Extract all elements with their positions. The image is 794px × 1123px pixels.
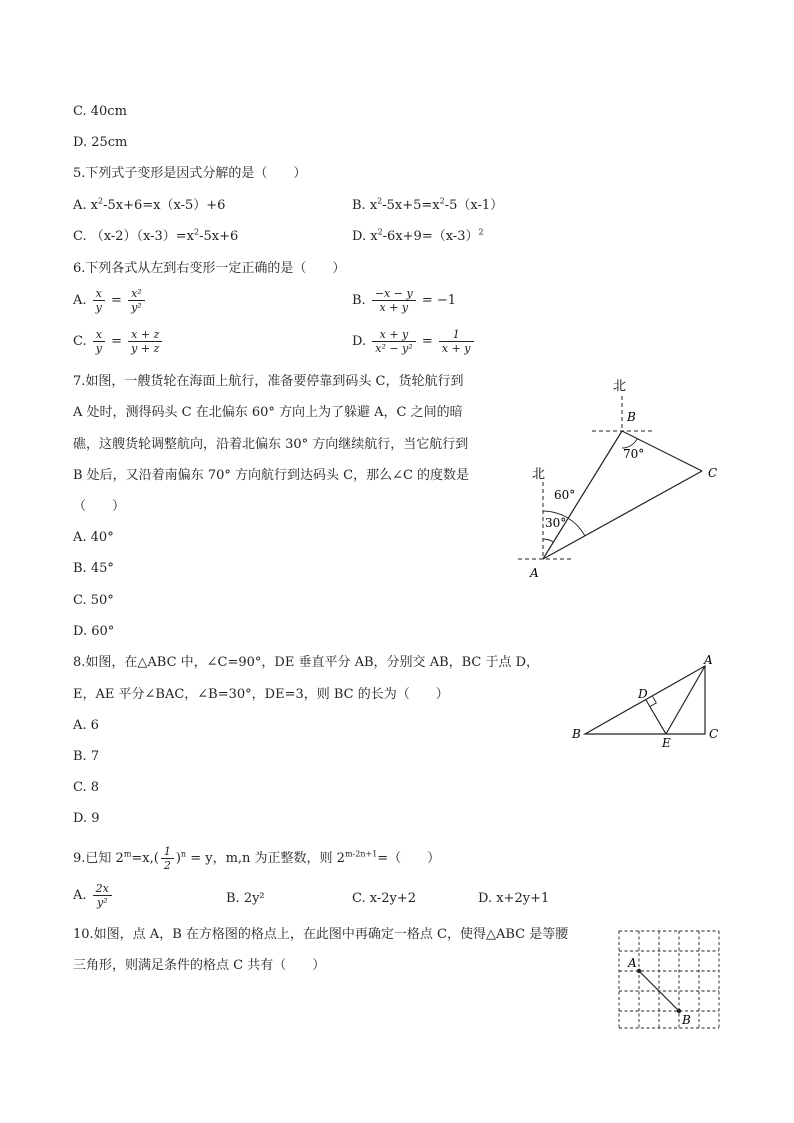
q6-option-c: C. $\frac{x}{y}$ = $\frac{x + z}{y + z}$ xyxy=(73,328,164,355)
q8-point-c-label: C xyxy=(709,727,719,741)
q5-option-a: A. $x^2-5x+6=x(x-5)+6$ xyxy=(73,196,226,213)
fraction: $\frac{x + y}{\text{x² − y²}}$ xyxy=(372,328,415,355)
q8-segment-ae xyxy=(666,666,705,734)
q6-option-a: A. $\frac{x}{y}$ = $\frac{\text{x²}}{\text{y²}}$ xyxy=(73,287,147,314)
q7-angle-70-label: 70° xyxy=(623,447,645,461)
q9-option-d: D. x+2y+1 xyxy=(478,891,550,906)
q8-point-a-label: A xyxy=(704,653,713,667)
fraction: $\frac{x}{y}$ xyxy=(93,328,105,355)
q8-figure xyxy=(568,648,728,753)
q5-stem: 5.下列式子变形是因式分解的是（ ） xyxy=(73,166,307,181)
q7-figure xyxy=(510,370,740,585)
q10-point-a xyxy=(637,969,641,973)
q7-option-d: D. 60° xyxy=(73,624,115,639)
fraction: $\frac{1}{x + y}$ xyxy=(439,328,474,355)
q8-segment-de xyxy=(646,700,666,734)
q7-angle-60-label: 60° xyxy=(554,488,576,502)
q7-option-a: A. 40° xyxy=(73,530,114,545)
q4-option-c: C. 40cm xyxy=(73,104,127,119)
q7-stem-line: B 处后，又沿着南偏东 70° 方向航行到达码头 C，那么∠C 的度数是 xyxy=(73,468,470,483)
q7-stem-line: 7.如图，一艘货轮在海面上航行，准备要停靠到码头 C，货轮航行到 xyxy=(73,374,464,389)
q8-right-angle-mark xyxy=(650,696,657,706)
q10-grid xyxy=(619,931,719,1028)
q10-grid-figure xyxy=(614,926,724,1032)
q8-option-d: D. 9 xyxy=(73,811,100,826)
q8-option-c: C. 8 xyxy=(73,780,100,795)
q8-point-b-label: B xyxy=(572,727,581,741)
q7-north-label-left: 北 xyxy=(532,467,546,482)
q10-point-b-label: B xyxy=(682,1013,691,1027)
q7-segment-ac xyxy=(543,471,702,559)
q6-option-b: B. $\frac{-x - y}{x + y}$ = −1 xyxy=(352,287,457,314)
q9-option-a: A. $\frac{2x}{\text{y²}}$ xyxy=(73,882,114,909)
q8-point-d-label: D xyxy=(638,687,648,701)
q10-point-a-label: A xyxy=(628,956,637,970)
q7-angle-30-label: 30° xyxy=(545,516,567,530)
q5-option-b: B. $x^2-5x+5=x^2-5(x-1)$ xyxy=(352,196,504,213)
fraction: $\frac{\text{x²}}{\text{y²}}$ xyxy=(128,287,145,314)
q5-option-d: D. $x^2-6x+9=(x-3)^2$ xyxy=(352,227,484,244)
q4-option-d: D. 25cm xyxy=(73,135,128,150)
q7-stem-line: A 处时，测得码头 C 在北偏东 60° 方向上为了躲避 A，C 之间的暗 xyxy=(73,405,463,420)
q10-stem-line: 三角形，则满足条件的格点 C 共有（ ） xyxy=(73,958,326,973)
q6-stem: 6.下列各式从左到右变形一定正确的是（ ） xyxy=(73,261,346,276)
q9-stem: 9.已知 $2^m=x$,( $\frac{1}{2}$ )$^n$ = y，m,n 为正整数，则 $2^{m-2n+1}=$（ ） xyxy=(73,845,441,872)
q8-option-a: A. 6 xyxy=(73,718,99,733)
fraction: $\frac{x + z}{y + z}$ xyxy=(128,328,162,355)
q7-north-label-top: 北 xyxy=(613,379,627,394)
q7-option-b: B. 45° xyxy=(73,561,114,576)
q5-option-c: C. $(x-2)(x-3)=x^2-5x+6$ xyxy=(73,227,239,244)
fraction: $\frac{2x}{\text{y²}}$ xyxy=(93,882,112,909)
q10-stem-line: 10.如图，点 A，B 在方格图的格点上，在此图中再确定一格点 C，使得△ABC 是等腰 xyxy=(73,927,569,942)
q8-stem-line: E，AE 平分∠BAC，∠B=30°，DE=3，则 BC 的长为（ ） xyxy=(73,687,449,702)
q7-point-c-label: C xyxy=(708,466,718,480)
q6-option-d: D. $\frac{x + y}{\text{x² − y²}}$ = $\frac{1}{x + y}$ xyxy=(352,328,476,355)
q8-option-b: B. 7 xyxy=(73,749,100,764)
fraction: $\frac{-x - y}{x + y}$ xyxy=(372,287,416,314)
q9-option-b: B. 2y² xyxy=(226,891,265,906)
q7-stem-line: （ ） xyxy=(73,499,126,514)
q8-point-e-label: E xyxy=(662,736,671,750)
q9-option-c: C. x-2y+2 xyxy=(352,891,417,906)
q10-point-b xyxy=(677,1009,681,1013)
q7-point-a-label: A xyxy=(530,566,539,580)
q7-point-b-label: B xyxy=(627,410,636,424)
fraction: $\frac{x}{y}$ xyxy=(93,287,105,314)
q7-option-c: C. 50° xyxy=(73,593,114,608)
fraction-one-half: $\frac{1}{2}$ xyxy=(161,845,174,872)
q8-stem-line: 8.如图，在△ABC 中，∠C=90°，DE 垂直平分 AB，分别交 AB，BC 于点 D， xyxy=(73,655,540,670)
q7-stem-line: 礁，这艘货轮调整航向，沿着北偏东 30° 方向继续航行，当它航行到 xyxy=(73,437,469,452)
